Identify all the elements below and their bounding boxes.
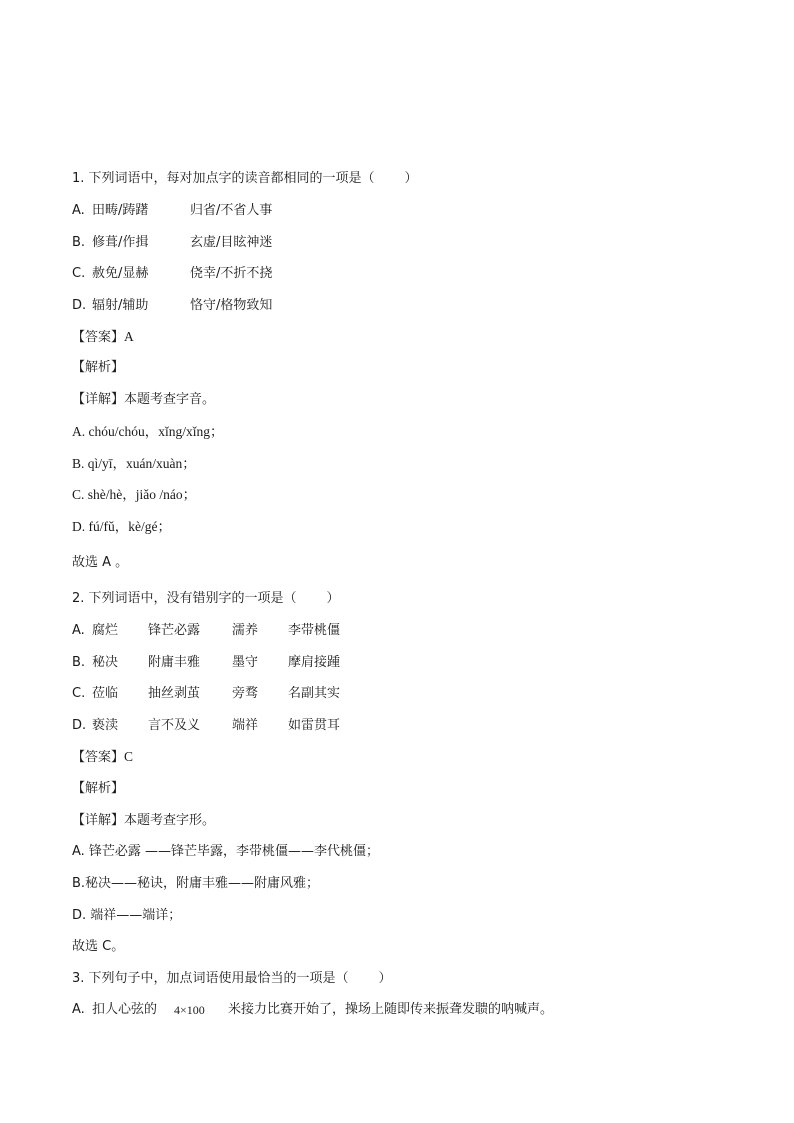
option-pair-1: 修葺/作揖: [92, 235, 149, 250]
option-word-4: 如雷贯耳: [288, 718, 341, 733]
analysis-tag: 【解析】: [72, 781, 125, 796]
option-word-3: 旁骛: [232, 686, 259, 701]
q2-detail-line-b: B.秘决——秘诀，附庸丰雅——附庸风雅；: [72, 876, 320, 891]
option-pair-1: 辐射/辅助: [92, 298, 149, 313]
q2-stem: [72, 590, 340, 608]
q1-detail-line-b: B. qì/yī，xuán/xuàn；: [72, 456, 196, 471]
option-rest: 米接力比赛开始了，操场上随即传来振聋发聩的呐喊声。: [228, 1002, 554, 1017]
option-letter: A.: [72, 1002, 85, 1017]
option-word-3: 端祥: [232, 718, 259, 733]
q2-conclusion: 故选 C。: [72, 939, 125, 954]
option-word-1: 亵渎: [92, 718, 119, 733]
option-word-3: 墨守: [232, 655, 259, 670]
option-letter: D.: [72, 718, 87, 733]
option-word-1: 腐烂: [92, 623, 119, 638]
option-pair-1: 田畴/踌躇: [92, 203, 149, 218]
q1-stem-close: ）: [404, 171, 418, 186]
answer-tag: 【答案】: [72, 750, 125, 765]
q2-answer: [72, 748, 133, 766]
option-word-4: 摩肩接踵: [288, 655, 341, 670]
answer-value: A: [124, 329, 134, 344]
q1-detail-line-d: D. fú/fǔ，kè/gé；: [72, 519, 171, 534]
q2-detail-line-a: A. 锋芒必露 ——锋芒毕露，李带桃僵——李代桃僵；: [72, 844, 380, 859]
option-pair-2: 玄虚/目眩神迷: [190, 235, 273, 250]
detail-tag: 【详解】: [72, 813, 125, 828]
option-word-1: 秘决: [92, 655, 119, 670]
analysis-tag: 【解析】: [72, 360, 125, 375]
option-letter: D.: [72, 298, 87, 313]
q1-answer: [72, 328, 134, 346]
option-word-1: 莅临: [92, 686, 119, 701]
q2-stem-close: ）: [326, 591, 340, 606]
option-pair-2: 侥幸/不折不挠: [190, 266, 273, 281]
q3-stem: [72, 970, 392, 988]
option-pair-1: 赦免/显赫: [92, 266, 149, 281]
q1-stem: [72, 170, 418, 188]
detail-tag: 【详解】: [72, 392, 125, 407]
q1-conclusion: 故选 A 。: [72, 555, 129, 570]
q1-detail: [72, 391, 215, 409]
q2-detail: [72, 812, 215, 830]
answer-tag: 【答案】: [72, 330, 125, 345]
option-letter: C.: [72, 686, 86, 701]
option-word-3: 濡养: [232, 623, 259, 638]
option-letter: C.: [72, 266, 86, 281]
option-number: 4×100: [174, 1003, 205, 1017]
option-word: 扣人心弦的: [92, 1002, 158, 1017]
option-letter: A.: [72, 623, 85, 638]
q3-stem-text: 3. 下列句子中，加点词语使用最恰当的一项是（: [72, 971, 349, 986]
option-letter: A.: [72, 203, 85, 218]
option-word-2: 言不及义: [148, 718, 201, 733]
option-word-2: 锋芒必露: [148, 623, 201, 638]
option-word-2: 附庸丰雅: [148, 655, 201, 670]
detail-intro: 本题考查字音。: [124, 392, 216, 407]
q3-stem-close: ）: [378, 971, 392, 986]
option-word-4: 李带桃僵: [288, 623, 341, 638]
detail-intro: 本题考查字形。: [124, 813, 216, 828]
option-letter: B.: [72, 235, 86, 250]
q2-stem-text: 2. 下列词语中，没有错别字的一项是（: [72, 591, 297, 606]
q1-detail-line-a: A. chóu/chóu，xǐng/xǐng；: [72, 424, 224, 439]
q2-detail-line-d: D. 端祥——端详；: [72, 908, 182, 923]
q2-analysis: [72, 780, 124, 798]
option-word-2: 抽丝剥茧: [148, 686, 201, 701]
option-letter: B.: [72, 655, 86, 670]
option-word-4: 名副其实: [288, 686, 341, 701]
option-pair-2: 恪守/格物致知: [190, 298, 273, 313]
option-pair-2: 归省/不省人事: [190, 203, 273, 218]
q1-detail-line-c: C. shè/hè，jiǎo /náo；: [72, 487, 197, 502]
q1-stem-text: 1. 下列词语中，每对加点字的读音都相同的一项是（: [72, 171, 375, 186]
answer-value: C: [124, 749, 134, 764]
q1-analysis: [72, 359, 124, 377]
